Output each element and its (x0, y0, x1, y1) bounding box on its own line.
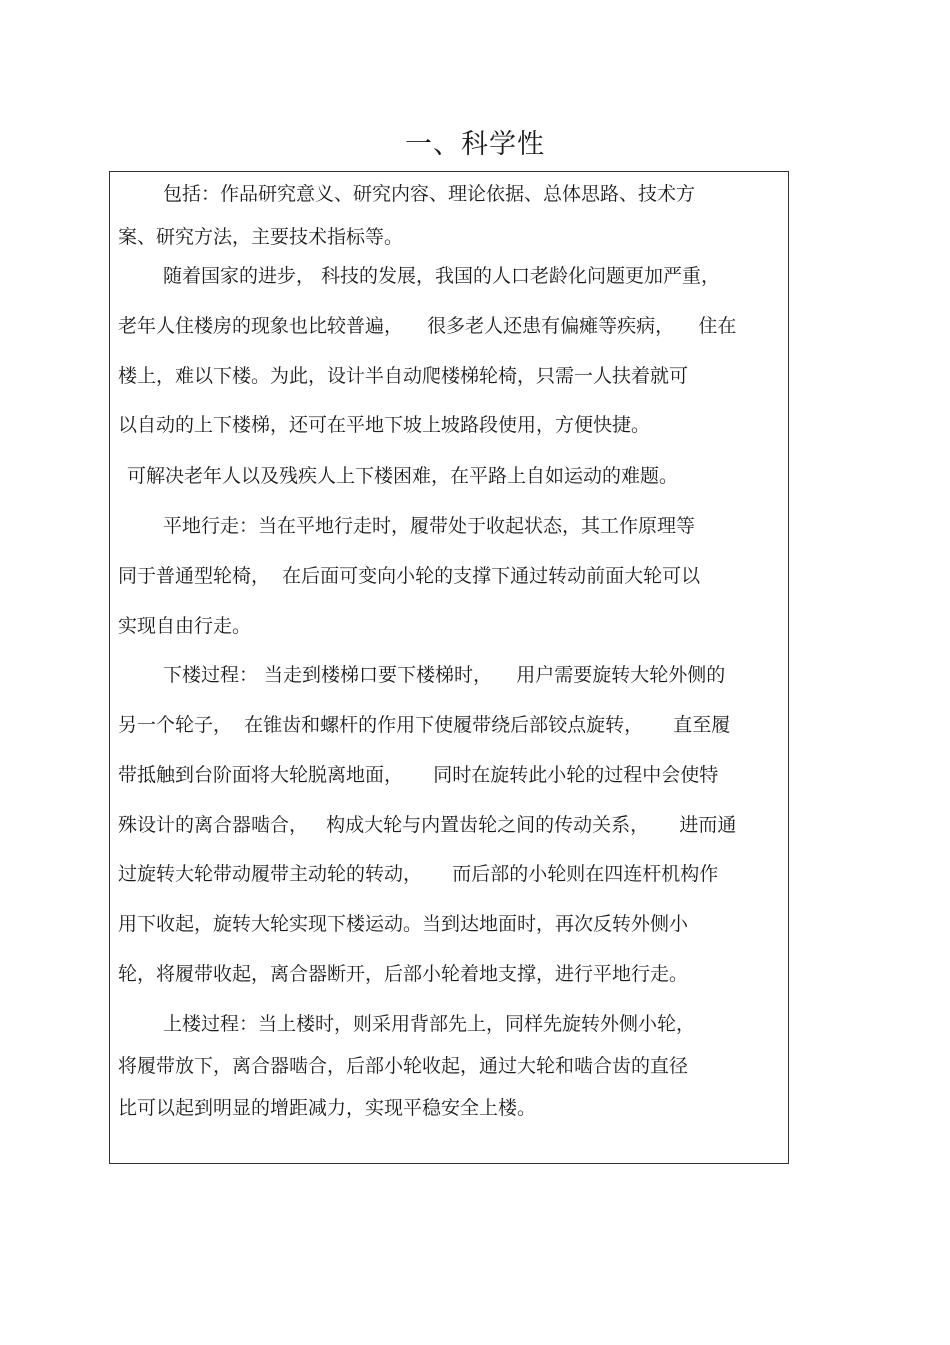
body-line: 以自动的上下楼梯，还可在平地下坡上坡路段使用，方便快捷。 (118, 414, 651, 436)
body-line: 楼上，难以下楼。为此，设计半自动爬楼梯轮椅，只需一人扶着就可 (118, 365, 689, 387)
body-line: 随着国家的进步， 科技的发展，我国的人口老龄化问题更加严重， (163, 265, 721, 287)
body-line: 用下收起，旋转大轮实现下楼运动。当到达地面时，再次反转外侧小 (118, 913, 689, 935)
body-line: 可解决老年人以及残疾人上下楼困难，在平路上自如运动的难题。 (127, 465, 679, 487)
body-line: 平地行走：当在平地行走时，履带处于收起状态，其工作原理等 (163, 515, 696, 537)
body-line: 上楼过程：当上楼时，则采用背部先上，同样先旋转外侧小轮， (163, 1013, 696, 1035)
body-line: 另一个轮子， 在锥齿和螺杆的作用下使履带绕后部铰点旋转， 直至履 (118, 714, 731, 736)
body-line: 比可以起到明显的增距减力，实现平稳安全上楼。 (118, 1097, 537, 1119)
body-line: 实现自由行走。 (118, 615, 252, 637)
page-title: 一、科学性 (405, 129, 545, 160)
body-line: 轮，将履带收起，离合器断开，后部小轮着地支撑，进行平地行走。 (118, 963, 689, 985)
body-line: 下楼过程： 当走到楼梯口要下楼梯时， 用户需要旋转大轮外侧的 (163, 664, 726, 686)
body-line: 老年人住楼房的现象也比较普遍， 很多老人还患有偏瘫等疾病， 住在 (118, 315, 737, 337)
body-line: 同于普通型轮椅， 在后面可变向小轮的支撑下通过转动前面大轮可以 (118, 565, 701, 587)
intro-line-1: 包括：作品研究意义、研究内容、理论依据、总体思路、技术方 (163, 183, 696, 205)
body-line: 殊设计的离合器啮合， 构成大轮与内置齿轮之间的传动关系， 进而通 (118, 814, 737, 836)
body-line: 带抵触到台阶面将大轮脱离地面， 同时在旋转此小轮的过程中会使特 (118, 764, 719, 786)
body-line: 过旋转大轮带动履带主动轮的转动， 而后部的小轮则在四连杆机构作 (118, 863, 719, 885)
intro-line-2: 案、研究方法，主要技术指标等。 (118, 226, 404, 248)
body-line: 将履带放下，离合器啮合，后部小轮收起，通过大轮和啮合齿的直径 (118, 1055, 689, 1077)
